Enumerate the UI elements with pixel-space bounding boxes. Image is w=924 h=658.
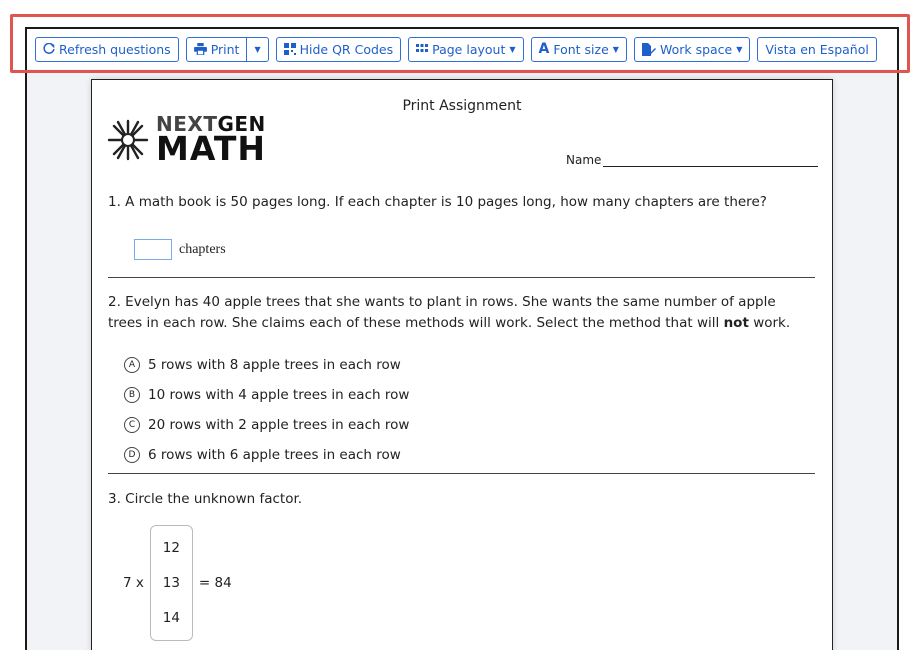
- caret-down-icon: ▼: [612, 44, 619, 54]
- question-1-text: 1. A math book is 50 pages long. If each chapter is 10 pages long, how many chapters are there?: [108, 194, 767, 210]
- name-underline: [603, 155, 818, 167]
- logo-gen: GEN: [217, 112, 266, 136]
- factor-choice[interactable]: 14: [162, 610, 180, 627]
- question-3-equation: [123, 524, 232, 642]
- question-2-option-a[interactable]: A 5 rows with 8 apple trees in each row: [124, 357, 401, 373]
- print-button[interactable]: [186, 37, 248, 62]
- equation-left: 7 x: [123, 575, 144, 591]
- page-layout-label: Page layout: [432, 41, 506, 57]
- name-label: Name: [566, 153, 602, 167]
- question-2-option-b[interactable]: B 10 rows with 4 apple trees in each row: [124, 387, 409, 403]
- qr-code-icon: [284, 43, 296, 55]
- caret-down-icon: ▼: [736, 44, 743, 54]
- divider: [108, 473, 815, 474]
- assignment-page: [91, 79, 833, 650]
- font-size-label: Font size: [553, 41, 609, 57]
- factor-choice[interactable]: 13: [162, 574, 180, 591]
- question-1-unit: chapters: [179, 241, 226, 257]
- hide-qr-codes-button[interactable]: [276, 37, 401, 62]
- page-title: Print Assignment: [402, 98, 522, 114]
- print-label: Print: [210, 41, 240, 57]
- question-2-text: 2. Evelyn has 40 apple trees that she wants to plant in rows. She wants the same number of apple trees in each row. She claims each of these methods will work. Select the method that will not work.: [108, 294, 791, 331]
- caret-down-icon: ▼: [509, 44, 516, 54]
- logo-math: MATH: [156, 129, 266, 168]
- document-pen-icon: [642, 43, 656, 56]
- option-d-circle-icon: D: [124, 447, 140, 463]
- option-a-circle-icon: A: [124, 357, 140, 373]
- work-space-button[interactable]: [634, 37, 750, 62]
- refresh-questions-label: Refresh questions: [59, 41, 171, 57]
- option-c-circle-icon: C: [124, 417, 140, 433]
- factor-choice[interactable]: 12: [162, 539, 180, 556]
- option-b-circle-icon: B: [124, 387, 140, 403]
- work-space-label: Work space: [659, 41, 733, 57]
- font-size-button[interactable]: [531, 37, 627, 62]
- refresh-icon: [43, 43, 55, 55]
- toolbar: [27, 29, 897, 69]
- grid-icon: [416, 44, 428, 54]
- question-2-option-d[interactable]: D 6 rows with 6 apple trees in each row: [124, 447, 401, 463]
- nextgen-math-logo: [106, 112, 266, 168]
- vista-en-espanol-label: Vista en Español: [765, 41, 869, 57]
- logo-next: NEXT: [156, 112, 218, 136]
- print-button-group: [186, 37, 269, 62]
- hide-qr-codes-label: Hide QR Codes: [299, 41, 394, 57]
- caret-down-icon: ▼: [254, 44, 261, 54]
- question-1-answer-input[interactable]: [134, 239, 172, 260]
- question-2-option-c[interactable]: C 20 rows with 2 apple trees in each row: [124, 417, 409, 433]
- question-1-answer: [134, 239, 226, 260]
- app-frame: [25, 27, 899, 650]
- printer-icon: [194, 43, 207, 55]
- logo-emblem-icon: [106, 118, 150, 162]
- divider: [108, 277, 815, 278]
- refresh-questions-button[interactable]: [35, 37, 179, 62]
- equation-right: = 84: [198, 575, 232, 591]
- vista-en-espanol-button[interactable]: [757, 37, 876, 62]
- print-dropdown-toggle[interactable]: [247, 37, 268, 62]
- factor-choices: [150, 525, 193, 641]
- name-field[interactable]: [566, 153, 818, 167]
- question-3-text: 3. Circle the unknown factor.: [108, 491, 303, 507]
- font-icon: A: [538, 41, 550, 57]
- page-layout-button[interactable]: [408, 37, 523, 62]
